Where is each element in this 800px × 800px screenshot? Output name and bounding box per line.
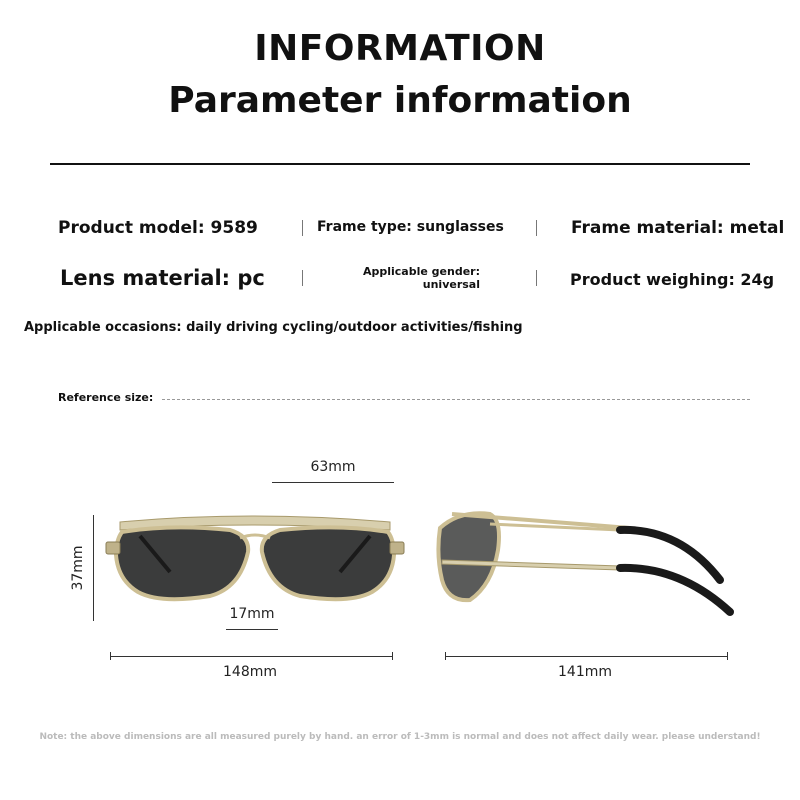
lens-width-line xyxy=(272,482,394,483)
frame-width-line xyxy=(110,656,393,657)
temple-length-label: 141mm xyxy=(558,664,612,680)
tick xyxy=(110,652,111,660)
left-lens xyxy=(116,527,248,599)
tick xyxy=(727,652,728,660)
right-lens xyxy=(262,527,394,599)
side-lens xyxy=(438,513,499,600)
bridge-width-line xyxy=(226,629,278,630)
bridge-width-label: 17mm xyxy=(229,606,275,622)
applicable-gender xyxy=(350,265,480,291)
product-model: Product model: 9589 xyxy=(58,218,258,238)
temple-length-line xyxy=(445,656,728,657)
tick xyxy=(392,652,393,660)
page-subtitle: Parameter information xyxy=(168,80,632,121)
reference-size-label: Reference size: xyxy=(58,391,154,404)
divider xyxy=(536,220,537,236)
lens-height-line xyxy=(93,515,94,621)
divider xyxy=(302,220,303,236)
divider xyxy=(302,270,303,286)
measurement-note: Note: the above dimensions are all measured purely by hand. an error of 1-3mm is normal and does not affect daily wear. please understand! xyxy=(39,732,761,742)
page-title: INFORMATION xyxy=(254,28,546,69)
glasses-front-view xyxy=(100,500,420,620)
lens-width-label: 63mm xyxy=(310,459,356,475)
applicable-occasions: Applicable occasions: daily driving cycling/outdoor activities/fishing xyxy=(24,320,523,335)
frame-material: Frame material: metal xyxy=(571,218,785,238)
frame-type: Frame type: sunglasses xyxy=(317,219,504,235)
gender-label: Applicable gender: xyxy=(362,265,480,278)
header-divider xyxy=(50,163,750,165)
glasses-side-view xyxy=(430,500,750,630)
gender-value: universal xyxy=(422,278,480,291)
divider xyxy=(536,270,537,286)
tick xyxy=(445,652,446,660)
reference-divider xyxy=(162,399,750,400)
lens-material: Lens material: pc xyxy=(60,266,265,290)
lens-height-label: 37mm xyxy=(70,545,86,591)
frame-width-label: 148mm xyxy=(223,664,277,680)
product-weight: Product weighing: 24g xyxy=(570,270,775,289)
